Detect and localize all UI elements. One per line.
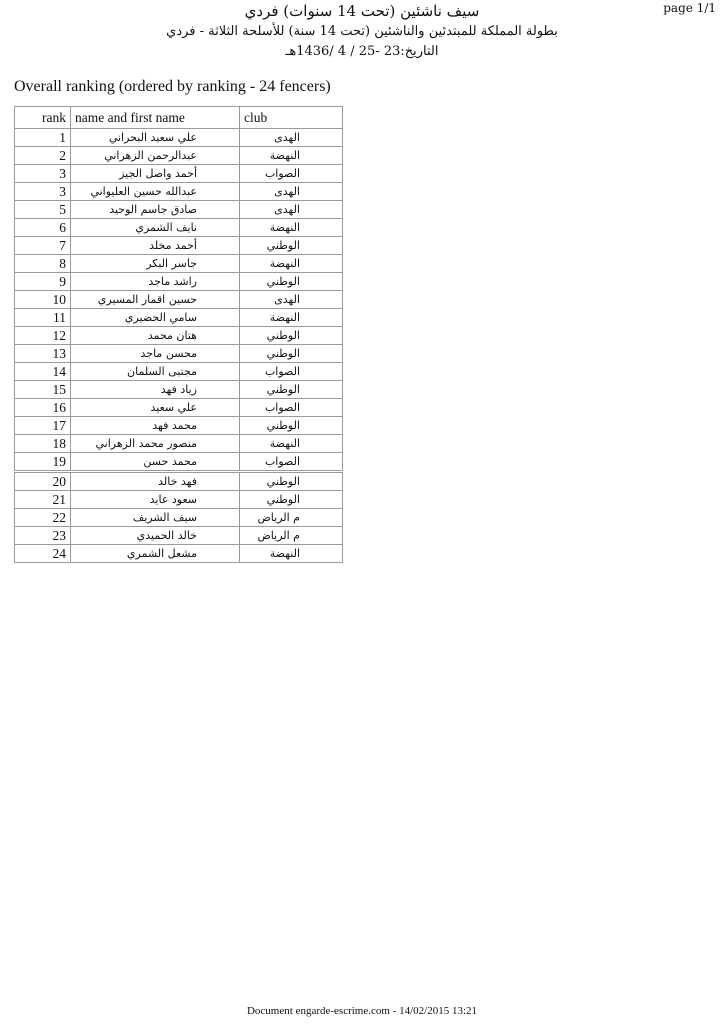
rank-cell: 2	[15, 147, 71, 165]
rank-cell: 6	[15, 219, 71, 237]
rank-cell: 17	[15, 417, 71, 435]
fencer-name-cell: جاسر البكر	[71, 255, 240, 273]
club-cell: الوطني	[240, 345, 343, 363]
club-cell: النهضة	[240, 435, 343, 453]
name-column-header: name and first name	[71, 107, 240, 129]
table-row	[15, 201, 343, 219]
ranking-table	[14, 106, 343, 563]
club-cell: م الرياض	[240, 509, 343, 527]
club-cell: الهدى	[240, 201, 343, 219]
table-row	[15, 327, 343, 345]
rank-cell: 16	[15, 399, 71, 417]
club-cell: الوطني	[240, 491, 343, 509]
club-cell: الصواب	[240, 453, 343, 472]
table-row	[15, 527, 343, 545]
club-cell: النهضة	[240, 255, 343, 273]
rank-cell: 21	[15, 491, 71, 509]
table-row	[15, 381, 343, 399]
rank-cell: 8	[15, 255, 71, 273]
fencer-name-cell: محمد حسن	[71, 453, 240, 472]
fencer-name-cell: مجتبى السلمان	[71, 363, 240, 381]
table-row	[15, 417, 343, 435]
rank-cell: 13	[15, 345, 71, 363]
rank-cell: 3	[15, 165, 71, 183]
club-cell: الوطني	[240, 472, 343, 491]
table-row	[15, 345, 343, 363]
fencer-name-cell: سامي الحضيري	[71, 309, 240, 327]
table-row	[15, 165, 343, 183]
fencer-name-cell: علي سعيد البحراني	[71, 129, 240, 147]
fencer-name-cell: سيف الشريف	[71, 509, 240, 527]
club-cell: النهضة	[240, 309, 343, 327]
club-cell: الهدى	[240, 129, 343, 147]
club-cell: النهضة	[240, 545, 343, 563]
fencer-name-cell: منصور محمد الزهراني	[71, 435, 240, 453]
table-row	[15, 509, 343, 527]
rank-cell: 12	[15, 327, 71, 345]
club-cell: الهدى	[240, 183, 343, 201]
club-cell: الصواب	[240, 363, 343, 381]
fencer-name-cell: عبدالرحمن الزهراني	[71, 147, 240, 165]
club-cell: النهضة	[240, 219, 343, 237]
table-row	[15, 219, 343, 237]
rank-cell: 24	[15, 545, 71, 563]
fencer-name-cell: نايف الشمري	[71, 219, 240, 237]
fencer-name-cell: خالد الحميدي	[71, 527, 240, 545]
rank-cell: 20	[15, 472, 71, 491]
fencer-name-cell: مشعل الشمري	[71, 545, 240, 563]
rank-column-header: rank	[15, 107, 71, 129]
fencer-name-cell: أحمد واصل الجيز	[71, 165, 240, 183]
club-cell: الوطني	[240, 237, 343, 255]
rank-cell: 19	[15, 453, 71, 472]
fencer-name-cell: علي سعيد	[71, 399, 240, 417]
club-cell: الوطني	[240, 327, 343, 345]
fencer-name-cell: زياد فهد	[71, 381, 240, 399]
fencer-name-cell: هتان محمد	[71, 327, 240, 345]
page-number: page 1/1	[663, 1, 716, 15]
table-row	[15, 472, 343, 491]
rank-cell: 15	[15, 381, 71, 399]
rank-cell: 18	[15, 435, 71, 453]
ranking-rows	[15, 129, 343, 563]
club-cell: الوطني	[240, 417, 343, 435]
table-row	[15, 453, 343, 472]
table-row	[15, 273, 343, 291]
rank-cell: 10	[15, 291, 71, 309]
fencer-name-cell: أحمد مخلد	[71, 237, 240, 255]
fencer-name-cell: عبدالله حسين العليواني	[71, 183, 240, 201]
fencer-name-cell: راشد ماجد	[71, 273, 240, 291]
table-row	[15, 435, 343, 453]
championship-title: بطولة المملكة للمبتدئين والناشئين (تحت 14 سنة) للأسلحة الثلاثة - فردي	[166, 24, 558, 39]
table-header-row	[15, 107, 343, 129]
club-cell: الوطني	[240, 381, 343, 399]
club-column-header: club	[240, 107, 343, 129]
club-cell: الهدى	[240, 291, 343, 309]
table-row	[15, 291, 343, 309]
table-row	[15, 491, 343, 509]
table-row	[15, 183, 343, 201]
fencer-name-cell: صادق جاسم الوحيد	[71, 201, 240, 219]
fencer-name-cell: حسين اقمار المسيري	[71, 291, 240, 309]
event-date: التاريخ:23 -25 / 4 /1436هـ	[285, 44, 439, 59]
table-row	[15, 309, 343, 327]
rank-cell: 9	[15, 273, 71, 291]
rank-cell: 1	[15, 129, 71, 147]
rank-cell: 3	[15, 183, 71, 201]
club-cell: الصواب	[240, 165, 343, 183]
club-cell: م الرياض	[240, 527, 343, 545]
club-cell: النهضة	[240, 147, 343, 165]
fencer-name-cell: محمد فهد	[71, 417, 240, 435]
table-row	[15, 545, 343, 563]
rank-cell: 23	[15, 527, 71, 545]
document-footer: Document engarde-escrime.com - 14/02/2015 13:21	[246, 1005, 478, 1017]
table-row	[15, 255, 343, 273]
table-row	[15, 363, 343, 381]
ranking-section-title: Overall ranking (ordered by ranking - 24 fencers)	[14, 78, 331, 95]
rank-cell: 22	[15, 509, 71, 527]
rank-cell: 14	[15, 363, 71, 381]
table-row	[15, 129, 343, 147]
table-row	[15, 399, 343, 417]
club-cell: الوطني	[240, 273, 343, 291]
fencer-name-cell: محسن ماجد	[71, 345, 240, 363]
fencer-name-cell: فهد خالد	[71, 472, 240, 491]
club-cell: الصواب	[240, 399, 343, 417]
rank-cell: 7	[15, 237, 71, 255]
fencer-name-cell: سعود عايد	[71, 491, 240, 509]
rank-cell: 11	[15, 309, 71, 327]
rank-cell: 5	[15, 201, 71, 219]
table-row	[15, 237, 343, 255]
event-title: سيف ناشئين (تحت 14 سنوات) فردي	[244, 2, 480, 20]
table-row	[15, 147, 343, 165]
